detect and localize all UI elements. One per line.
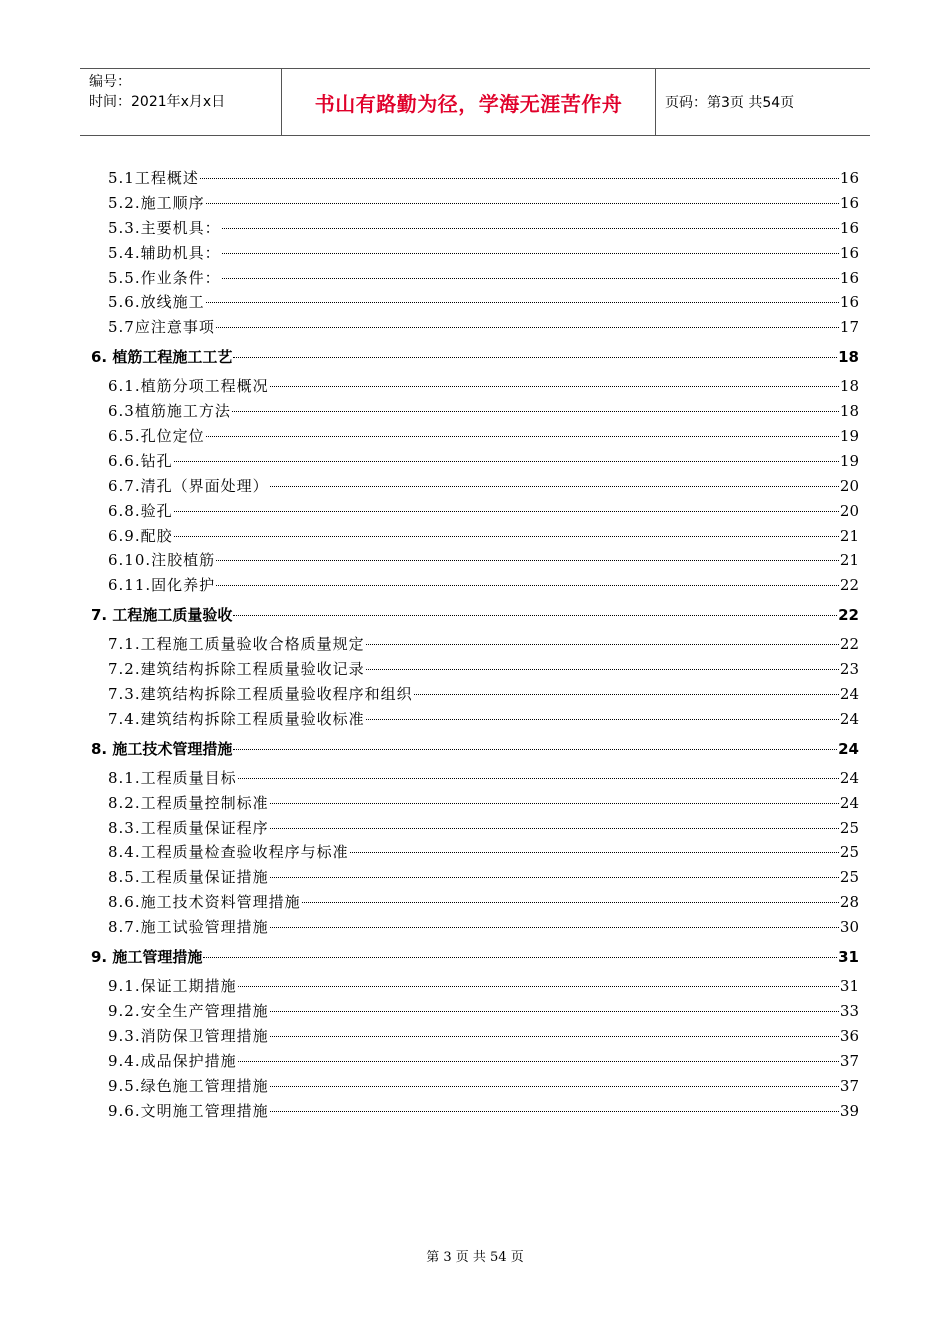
toc-leader-dots bbox=[206, 436, 839, 437]
header-page-label: 页码：第3页 共54页 bbox=[665, 95, 795, 111]
toc-entry-label: 7.3.建筑结构拆除工程质量验收程序和组织 bbox=[108, 685, 413, 704]
toc-entry[interactable] bbox=[108, 890, 859, 915]
toc-entry[interactable] bbox=[108, 1049, 859, 1074]
toc-leader-dots bbox=[222, 278, 839, 279]
toc-entry-page-number: 24 bbox=[839, 685, 859, 704]
toc-leader-dots bbox=[233, 357, 837, 358]
toc-entry[interactable] bbox=[108, 573, 859, 598]
toc-entry-label: 9.2.安全生产管理措施 bbox=[108, 1001, 269, 1020]
toc-entry[interactable] bbox=[108, 266, 859, 291]
toc-entry[interactable] bbox=[108, 865, 859, 890]
toc-leader-dots bbox=[216, 560, 839, 561]
header-motto: 书山有路勤为径，学海无涯苦作舟 bbox=[282, 69, 656, 135]
toc-leader-dots bbox=[200, 178, 839, 179]
toc-entry[interactable] bbox=[108, 766, 859, 791]
toc-entry[interactable] bbox=[108, 1024, 859, 1049]
toc-entry-label: 8. 施工技术管理措施 bbox=[91, 739, 233, 758]
toc-entry[interactable] bbox=[108, 191, 859, 216]
toc-entry-label: 6.1.植筋分项工程概况 bbox=[108, 377, 269, 396]
toc-leader-dots bbox=[206, 203, 839, 204]
page-header bbox=[80, 68, 870, 136]
toc-entry-label: 8.4.工程质量检查验收程序与标准 bbox=[108, 843, 349, 862]
toc-entry[interactable] bbox=[108, 1074, 859, 1099]
toc-entry-label: 5.5.作业条件： bbox=[108, 268, 221, 287]
toc-entry[interactable] bbox=[108, 1099, 859, 1124]
toc-entry[interactable] bbox=[108, 974, 859, 999]
toc-leader-dots bbox=[366, 644, 839, 645]
toc-entry-page-number: 24 bbox=[839, 793, 859, 812]
toc-entry-page-number: 31 bbox=[838, 948, 859, 967]
toc-entry-page-number: 36 bbox=[839, 1026, 859, 1045]
toc-entry-page-number: 25 bbox=[839, 868, 859, 887]
toc-leader-dots bbox=[238, 778, 839, 779]
toc-entry-page-number: 22 bbox=[839, 576, 859, 595]
toc-entry-page-number: 22 bbox=[839, 635, 859, 654]
toc-leader-dots bbox=[206, 302, 839, 303]
toc-entry[interactable] bbox=[108, 166, 859, 191]
toc-entry-page-number: 24 bbox=[839, 768, 859, 787]
toc-leader-dots bbox=[222, 253, 839, 254]
toc-entry-label: 8.1.工程质量目标 bbox=[108, 768, 237, 787]
toc-leader-dots bbox=[270, 927, 839, 928]
toc-leader-dots bbox=[270, 1086, 839, 1087]
toc-entry-page-number: 19 bbox=[839, 451, 859, 470]
toc-leader-dots bbox=[270, 1011, 839, 1012]
toc-entry-page-number: 31 bbox=[839, 977, 859, 996]
toc-entry[interactable] bbox=[108, 657, 859, 682]
toc-entry-page-number: 18 bbox=[839, 402, 859, 421]
toc-entry-page-number: 24 bbox=[839, 709, 859, 728]
toc-leader-dots bbox=[238, 986, 839, 987]
toc-entry-label: 6.6.钻孔 bbox=[108, 451, 173, 470]
toc-leader-dots bbox=[270, 486, 839, 487]
toc-entry[interactable] bbox=[108, 474, 859, 499]
toc-entry-label: 6.5.孔位定位 bbox=[108, 427, 205, 446]
toc-entry[interactable] bbox=[108, 374, 859, 399]
toc-entry-label: 7.4.建筑结构拆除工程质量验收标准 bbox=[108, 709, 365, 728]
toc-entry-label: 9.1.保证工期措施 bbox=[108, 977, 237, 996]
toc-entry[interactable] bbox=[108, 315, 859, 340]
toc-leader-dots bbox=[270, 1036, 839, 1037]
toc-entry-page-number: 16 bbox=[839, 169, 859, 187]
toc-entry-page-number: 25 bbox=[839, 818, 859, 837]
table-of-contents bbox=[91, 166, 859, 1123]
toc-entry[interactable] bbox=[108, 682, 859, 707]
toc-entry-page-number: 16 bbox=[839, 243, 859, 262]
toc-entry-page-number: 21 bbox=[839, 526, 859, 545]
toc-entry[interactable] bbox=[108, 999, 859, 1024]
toc-entry-page-number: 37 bbox=[839, 1051, 859, 1070]
toc-entry[interactable] bbox=[108, 816, 859, 841]
page-footer: 第 3 页 共 54 页 bbox=[426, 1250, 524, 1265]
toc-entry-label: 6.3植筋施工方法 bbox=[108, 402, 231, 421]
toc-leader-dots bbox=[270, 828, 839, 829]
toc-entry-label: 8.2.工程质量控制标准 bbox=[108, 793, 269, 812]
toc-leader-dots bbox=[233, 749, 837, 750]
toc-chapter-entry[interactable] bbox=[91, 340, 859, 374]
toc-entry-label: 6.11.固化养护 bbox=[108, 576, 216, 595]
toc-entry-page-number: 22 bbox=[838, 606, 859, 625]
toc-leader-dots bbox=[270, 386, 839, 387]
toc-entry-label: 8.6.施工技术资料管理措施 bbox=[108, 893, 301, 912]
toc-entry[interactable] bbox=[108, 840, 859, 865]
toc-entry[interactable] bbox=[108, 548, 859, 573]
toc-entry[interactable] bbox=[108, 524, 859, 549]
toc-entry-page-number: 16 bbox=[839, 293, 859, 312]
toc-entry-page-number: 25 bbox=[839, 843, 859, 862]
toc-entry-label: 9.6.文明施工管理措施 bbox=[108, 1101, 269, 1120]
toc-entry-page-number: 18 bbox=[838, 348, 859, 367]
toc-leader-dots bbox=[366, 669, 839, 670]
toc-leader-dots bbox=[366, 719, 839, 720]
toc-entry-label: 6.8.验孔 bbox=[108, 501, 173, 520]
toc-entry[interactable] bbox=[108, 915, 859, 940]
toc-entry-label: 8.5.工程质量保证措施 bbox=[108, 868, 269, 887]
toc-entry-label: 7.1.工程施工质量验收合格质量规定 bbox=[108, 635, 365, 654]
toc-chapter-entry[interactable] bbox=[91, 732, 859, 766]
toc-entry-page-number: 20 bbox=[839, 476, 859, 495]
toc-entry-label: 5.7应注意事项 bbox=[108, 318, 215, 337]
toc-entry[interactable] bbox=[108, 707, 859, 732]
toc-entry-label: 9.3.消防保卫管理措施 bbox=[108, 1026, 269, 1045]
toc-entry-page-number: 23 bbox=[839, 660, 859, 679]
toc-entry-label: 9.5.绿色施工管理措施 bbox=[108, 1076, 269, 1095]
toc-chapter-entry[interactable] bbox=[91, 940, 859, 974]
toc-entry-label: 6.9.配胶 bbox=[108, 526, 173, 545]
toc-entry-page-number: 28 bbox=[839, 893, 859, 912]
toc-entry-page-number: 19 bbox=[839, 427, 859, 446]
toc-entry-page-number: 16 bbox=[839, 193, 859, 212]
toc-leader-dots bbox=[302, 902, 839, 903]
toc-entry-label: 7. 工程施工质量验收 bbox=[91, 606, 233, 625]
toc-entry-label: 7.2.建筑结构拆除工程质量验收记录 bbox=[108, 660, 365, 679]
document-date-label: 时间：2021年x月x日 bbox=[89, 94, 226, 110]
toc-entry-label: 6.10.注胶植筋 bbox=[108, 551, 216, 570]
toc-leader-dots bbox=[174, 511, 839, 512]
toc-entry-label: 5.2.施工顺序 bbox=[108, 193, 205, 212]
toc-leader-dots bbox=[270, 803, 839, 804]
toc-entry-page-number: 33 bbox=[839, 1001, 859, 1020]
toc-entry-label: 9. 施工管理措施 bbox=[91, 948, 203, 967]
toc-entry[interactable] bbox=[108, 632, 859, 657]
toc-entry-label: 5.1工程概述 bbox=[108, 169, 199, 187]
toc-chapter-entry[interactable] bbox=[91, 598, 859, 632]
toc-entry-label: 8.7.施工试验管理措施 bbox=[108, 918, 269, 937]
toc-entry[interactable] bbox=[108, 399, 859, 424]
toc-entry-page-number: 16 bbox=[839, 218, 859, 237]
toc-entry-page-number: 30 bbox=[839, 918, 859, 937]
toc-entry-page-number: 18 bbox=[839, 377, 859, 396]
toc-entry-page-number: 21 bbox=[839, 551, 859, 570]
toc-leader-dots bbox=[233, 615, 837, 616]
toc-leader-dots bbox=[216, 585, 839, 586]
toc-entry-label: 5.6.放线施工 bbox=[108, 293, 205, 312]
toc-leader-dots bbox=[350, 852, 839, 853]
toc-entry[interactable] bbox=[108, 449, 859, 474]
toc-leader-dots bbox=[270, 877, 839, 878]
toc-leader-dots bbox=[174, 536, 839, 537]
toc-leader-dots bbox=[238, 1061, 839, 1062]
header-meta bbox=[80, 69, 282, 135]
toc-entry-page-number: 24 bbox=[838, 739, 859, 758]
toc-entry-label: 6.7.清孔（界面处理） bbox=[108, 476, 269, 495]
toc-leader-dots bbox=[203, 957, 837, 958]
toc-entry[interactable] bbox=[108, 216, 859, 241]
toc-entry[interactable] bbox=[108, 791, 859, 816]
toc-entry-page-number: 39 bbox=[839, 1101, 859, 1120]
toc-entry-label: 5.3.主要机具： bbox=[108, 218, 221, 237]
toc-leader-dots bbox=[222, 228, 839, 229]
toc-entry[interactable] bbox=[108, 424, 859, 449]
toc-entry-page-number: 20 bbox=[839, 501, 859, 520]
toc-leader-dots bbox=[216, 327, 839, 328]
toc-entry[interactable] bbox=[108, 241, 859, 266]
document-number-label: 编号： bbox=[89, 74, 131, 90]
toc-leader-dots bbox=[232, 411, 839, 412]
toc-entry-page-number: 16 bbox=[839, 268, 859, 287]
toc-entry-page-number: 37 bbox=[839, 1076, 859, 1095]
toc-entry-label: 5.4.辅助机具： bbox=[108, 243, 221, 262]
toc-entry[interactable] bbox=[108, 290, 859, 315]
toc-leader-dots bbox=[174, 461, 839, 462]
toc-leader-dots bbox=[414, 694, 839, 695]
toc-entry-label: 9.4.成品保护措施 bbox=[108, 1051, 237, 1070]
toc-leader-dots bbox=[270, 1111, 839, 1112]
toc-entry-page-number: 17 bbox=[839, 318, 859, 337]
toc-entry[interactable] bbox=[108, 499, 859, 524]
toc-entry-label: 6. 植筋工程施工工艺 bbox=[91, 348, 233, 367]
toc-entry-label: 8.3.工程质量保证程序 bbox=[108, 818, 269, 837]
